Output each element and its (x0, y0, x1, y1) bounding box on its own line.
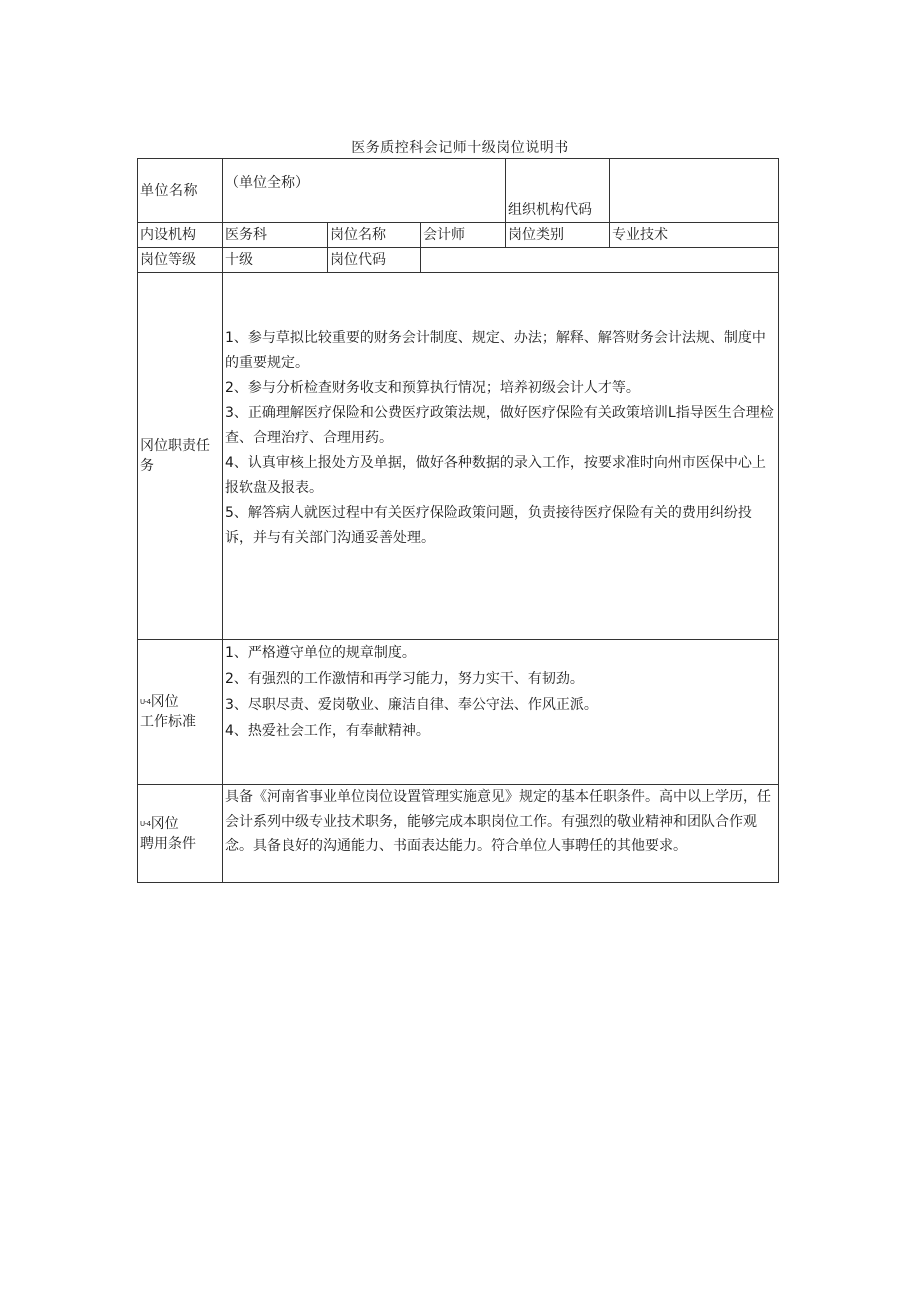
standards-label-line1: 冈位 (150, 694, 179, 710)
table-row (138, 223, 779, 248)
post-name-label: 岗位名称 (328, 223, 421, 248)
standard-item: 2、有强烈的工作激情和再学习能力，努力实干、有韧劲。 (225, 671, 584, 687)
org-code-label: 组织机构代码 (506, 159, 610, 223)
post-grade-label: 岗位等级 (138, 248, 223, 273)
post-code-label: 岗位代码 (328, 248, 421, 273)
standards-label-line2: 工作标准 (140, 714, 196, 730)
unit-name-value: （单位全称） (223, 159, 506, 223)
unit-name-label: 单位名称 (138, 159, 223, 223)
conditions-content: 具备《河南省事业单位岗位设置管理实施意见》规定的基本任职条件。高中以上学历，任会计系列中级专业技术职务，能够完成本职岗位工作。有强烈的敬业精神和团队合作观念。具备良好的沟通能力、书面表达能力。符合单位人事聘任的其他要求。 (223, 785, 779, 883)
duty-item: 1、参与草拟比较重要的财务会计制度、规定、办法；解释、解答财务会计法规、制度中的重要规定。 (225, 329, 766, 371)
standard-item: 1、严格遵守单位的规章制度。 (225, 645, 416, 661)
post-code-value (421, 248, 779, 273)
page-title: 医务质控科会记师十级岗位说明书 (351, 140, 569, 156)
post-type-label: 岗位类别 (506, 223, 610, 248)
table-row (138, 640, 779, 785)
conditions-mark: U-4 (140, 819, 151, 828)
standards-mark: U-4 (140, 698, 151, 706)
dept-value: 医务科 (223, 223, 328, 248)
duty-item: 3、正确理解医疗保险和公费医疗政策法规，做好医疗保险有关政策培训L指导医生合理检查、合理治疗、合理用药。 (225, 404, 774, 446)
standard-item: 4、热爱社会工作，有奉献精神。 (225, 723, 430, 739)
post-name-value: 会计师 (421, 223, 506, 248)
dept-label: 内设机构 (138, 223, 223, 248)
conditions-label-line2: 聘用条件 (140, 835, 196, 852)
duties-label (138, 273, 223, 640)
job-description-table (137, 158, 779, 883)
table-row (138, 785, 779, 883)
duty-item: 2、参与分析检查财务收支和预算执行情况；培养初级会计人才等。 (225, 379, 640, 396)
duty-item: 4、认真审核上报处方及单据，做好各种数据的录入工作，按要求准时向州市医保中心上报软盘及报表。 (225, 454, 766, 496)
standard-item: 3、尽职尽责、爱岗敬业、廉洁自律、奉公守法、作风正派。 (225, 697, 598, 713)
duty-item: 5、解答病人就医过程中有关医疗保险政策问题，负责接待医疗保险有关的费用纠纷投诉，并与有关部门沟通妥善处理。 (225, 504, 752, 546)
post-type-value: 专业技术 (610, 223, 779, 248)
duties-label-text: 冈位职责任务 (140, 438, 210, 474)
post-grade-value: 十级 (223, 248, 328, 273)
standards-label (138, 640, 223, 785)
conditions-label (138, 785, 223, 883)
table-row (138, 248, 779, 273)
table-row (138, 273, 779, 640)
standards-content (223, 640, 779, 785)
org-code-value (610, 159, 779, 223)
duties-content (223, 273, 779, 640)
table-row (138, 159, 779, 223)
conditions-label-line1: 冈位 (150, 815, 179, 832)
